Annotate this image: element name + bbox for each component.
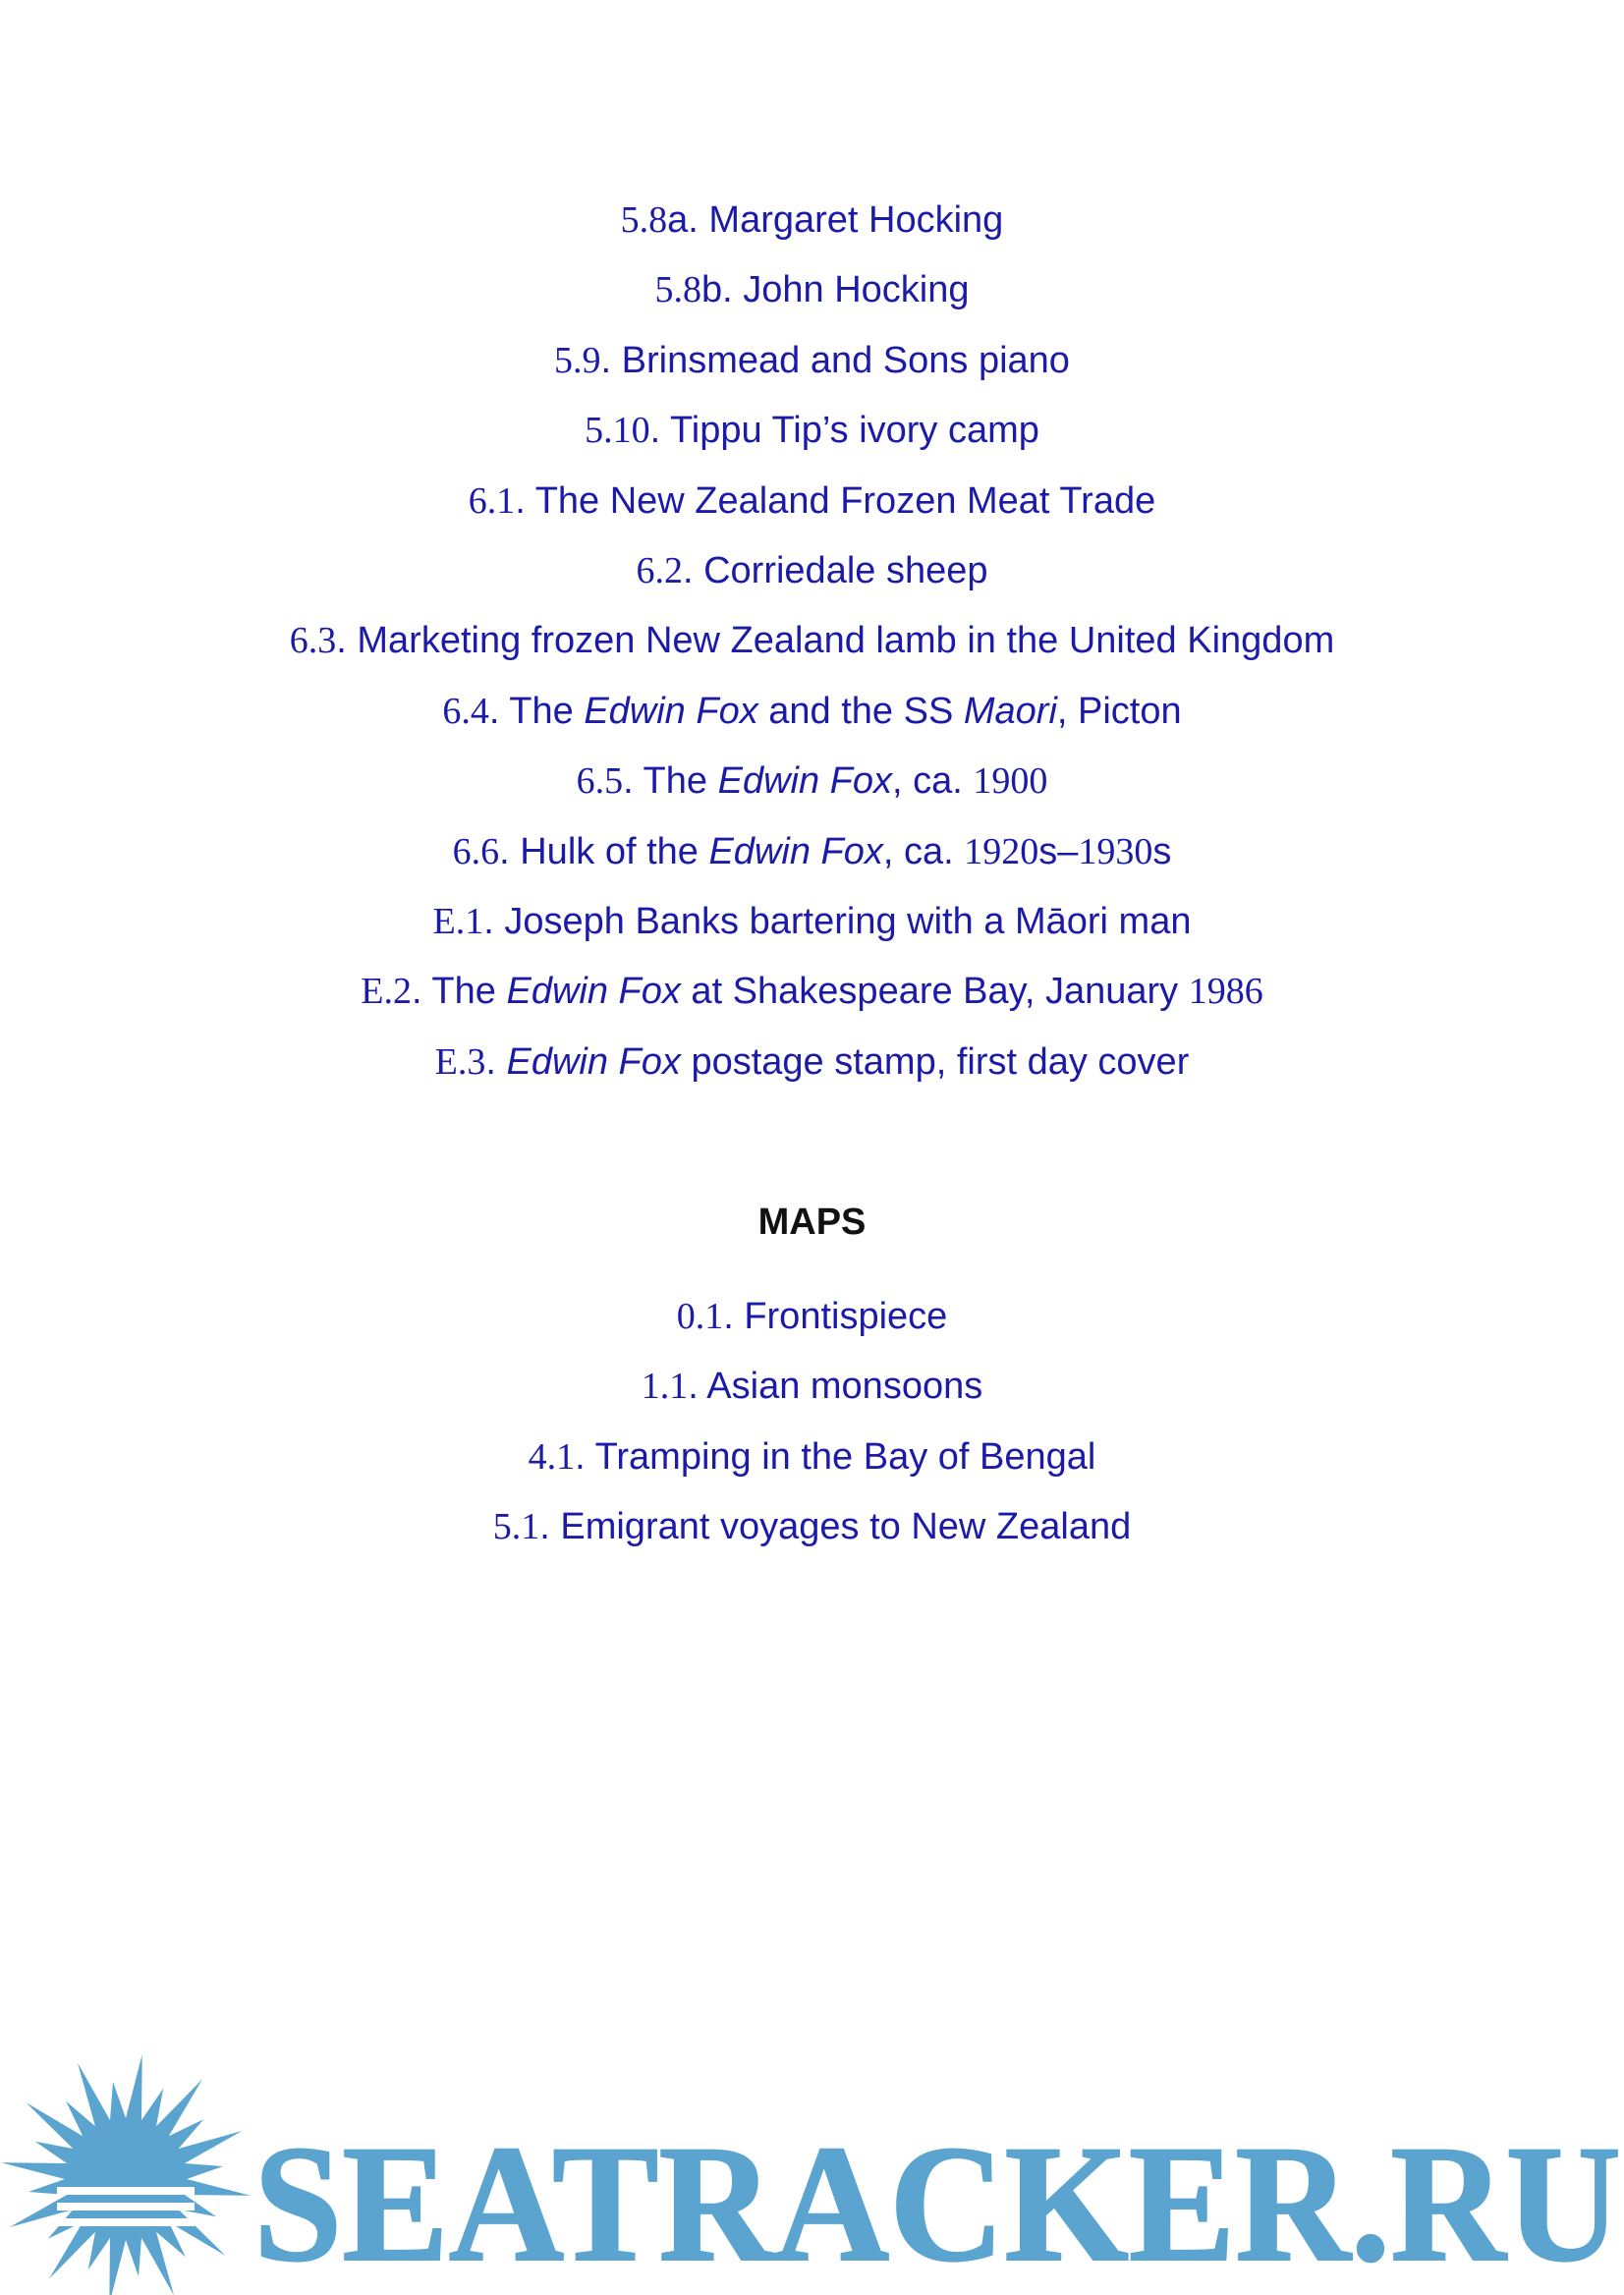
entry-number: 5.8 xyxy=(654,269,701,311)
entry-number: 6.3 xyxy=(289,620,337,662)
entry-title: postage stamp, first day cover xyxy=(680,1040,1190,1083)
illustration-entry[interactable] xyxy=(0,1036,1624,1106)
entry-title: . Brinsmead and Sons piano xyxy=(600,339,1070,381)
illustration-entry[interactable] xyxy=(0,476,1624,545)
entry-title: 1930 xyxy=(1078,830,1153,872)
illustration-entry[interactable] xyxy=(0,264,1624,334)
entry-title: s xyxy=(1152,830,1172,872)
illustration-entry[interactable] xyxy=(0,335,1624,405)
map-entry[interactable] xyxy=(0,1501,1624,1571)
entry-title-italic: Edwin Fox xyxy=(717,760,892,803)
entry-title: . The xyxy=(488,690,585,732)
entry-title: . The xyxy=(623,760,718,803)
entry-number: 6.2 xyxy=(636,549,683,591)
entry-number: E.1 xyxy=(432,900,484,942)
illustration-entry[interactable] xyxy=(0,756,1624,825)
entry-number: 0.1 xyxy=(676,1296,724,1337)
entry-number: 1.1 xyxy=(641,1366,689,1408)
entry-number: 6.5 xyxy=(576,760,624,803)
entry-title: . Tippu Tip’s ivory camp xyxy=(649,410,1039,452)
entry-title: 1920 xyxy=(964,830,1039,872)
entry-number: 5.9 xyxy=(554,339,601,381)
entry-title-italic: Edwin Fox xyxy=(506,971,681,1013)
entry-title: . Frontispiece xyxy=(723,1296,948,1337)
entry-title: 1986 xyxy=(1188,971,1263,1013)
entry-number: 4.1 xyxy=(528,1435,576,1478)
maps-list xyxy=(0,1291,1624,1572)
entry-title: . Emigrant voyages to New Zealand xyxy=(539,1506,1132,1548)
entry-title-italic: Maori xyxy=(963,690,1057,732)
entry-number: E.3 xyxy=(434,1040,486,1083)
entry-title: s– xyxy=(1038,830,1079,872)
entry-number: 5.8 xyxy=(620,199,668,241)
entry-number: 6.6 xyxy=(452,830,500,872)
entry-title: . Tramping in the Bay of Bengal xyxy=(575,1435,1096,1478)
entry-title: . xyxy=(485,1040,507,1083)
illustration-entry[interactable] xyxy=(0,686,1624,756)
entry-title: . The New Zealand Frozen Meat Trade xyxy=(515,479,1156,522)
entry-title: , ca. xyxy=(882,830,965,872)
entry-title: . The xyxy=(412,971,507,1013)
map-entry[interactable] xyxy=(0,1361,1624,1430)
entry-title: . Joseph Banks bartering with a Māori man xyxy=(483,900,1192,942)
entry-title: . Hulk of the xyxy=(499,830,709,872)
entry-title: at Shakespeare Bay, January xyxy=(680,971,1189,1013)
illustration-entry[interactable] xyxy=(0,195,1624,264)
sun-band xyxy=(57,2203,195,2211)
entry-title: . Corriedale sheep xyxy=(682,549,988,591)
entry-title: . Asian monsoons xyxy=(688,1366,983,1408)
illustration-entry[interactable] xyxy=(0,966,1624,1036)
entry-title: 1900 xyxy=(973,760,1048,803)
sun-band xyxy=(57,2218,195,2226)
entry-title: and the SS xyxy=(757,690,964,732)
entry-number: 6.4 xyxy=(442,690,489,732)
entry-number: E.2 xyxy=(361,971,412,1013)
entry-title-italic: Edwin Fox xyxy=(584,690,758,732)
map-entry[interactable] xyxy=(0,1431,1624,1501)
sun-icon xyxy=(1,2054,251,2295)
illustrations-list xyxy=(0,195,1624,1106)
entry-title: , Picton xyxy=(1056,690,1182,732)
entry-number: 5.10 xyxy=(585,410,650,452)
entry-title: b. John Hocking xyxy=(701,269,970,311)
entry-title-italic: Edwin Fox xyxy=(708,830,883,872)
maps-heading: MAPS xyxy=(757,1202,867,1243)
entry-title: a. Margaret Hocking xyxy=(667,199,1004,241)
illustration-entry[interactable] xyxy=(0,826,1624,896)
entry-number: 6.1 xyxy=(468,479,516,522)
illustration-entry[interactable] xyxy=(0,896,1624,966)
sun-band xyxy=(57,2187,195,2195)
illustration-entry[interactable] xyxy=(0,405,1624,475)
entry-title: . Marketing frozen New Zealand lamb in the United Kingdom xyxy=(336,620,1335,662)
entry-title-italic: Edwin Fox xyxy=(506,1040,681,1083)
map-entry[interactable] xyxy=(0,1291,1624,1361)
entry-number: 5.1 xyxy=(492,1506,540,1548)
entry-title: , ca. xyxy=(892,760,974,803)
illustration-entry[interactable] xyxy=(0,615,1624,685)
illustration-entry[interactable] xyxy=(0,545,1624,615)
watermark-text: SEATRACKER.RU xyxy=(253,2111,1621,2295)
watermark xyxy=(0,2053,1624,2295)
